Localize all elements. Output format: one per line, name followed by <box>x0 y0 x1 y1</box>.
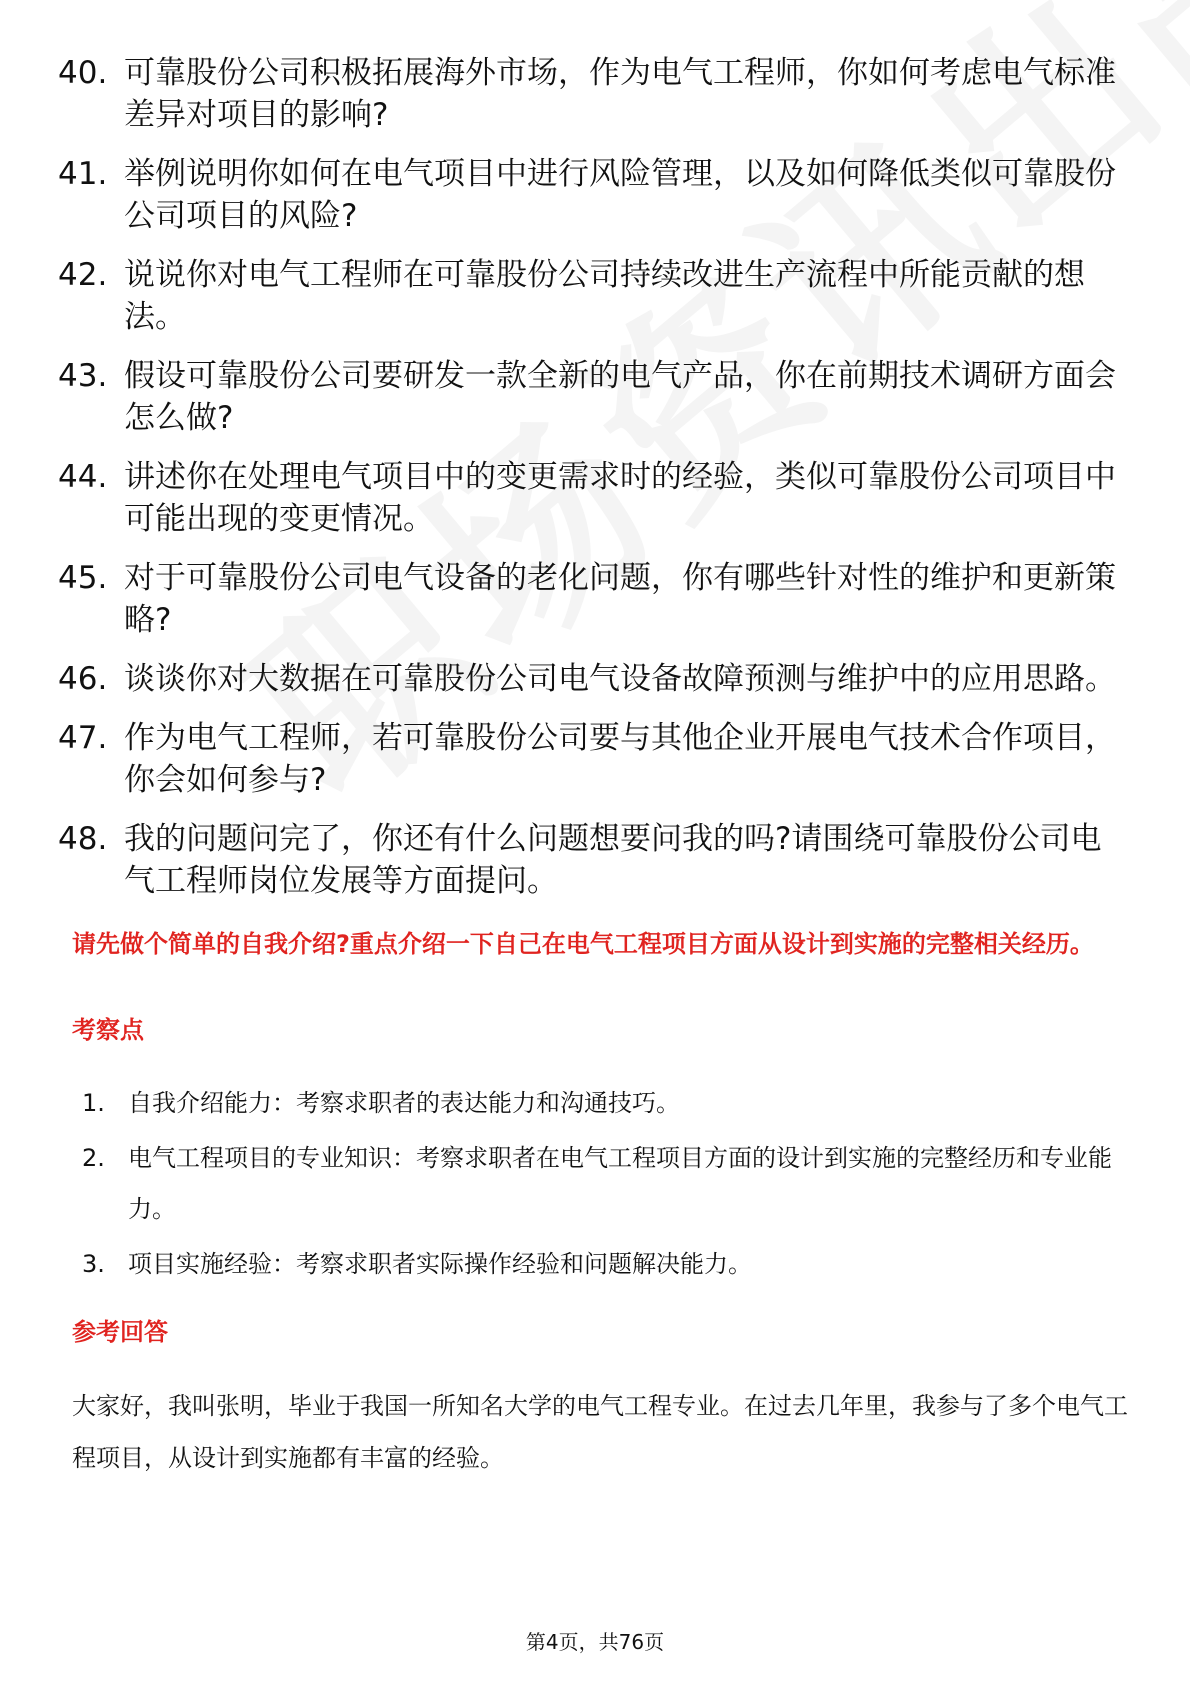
question-number: 44. <box>58 459 108 495</box>
point-text: 自我介绍能力：考察求职者的表达能力和沟通技巧。 <box>128 1089 680 1117</box>
point-number: 3. <box>82 1250 105 1278</box>
question-number: 48. <box>58 821 108 857</box>
question-item <box>58 254 1118 338</box>
question-number: 40. <box>58 55 108 91</box>
question-item <box>58 818 1118 902</box>
question-text: 说说你对电气工程师在可靠股份公司持续改进生产流程中所能贡献的想法。 <box>124 257 1085 335</box>
point-number: 2. <box>82 1144 105 1172</box>
question-number: 46. <box>58 661 108 697</box>
question-item <box>58 456 1118 540</box>
question-item <box>58 557 1118 641</box>
question-text: 假设可靠股份公司要研发一款全新的电气产品，你在前期技术调研方面会怎么做? <box>124 358 1116 436</box>
question-number: 42. <box>58 257 108 293</box>
highlight-question: 请先做个简单的自我介绍?重点介绍一下自己在电气工程项目方面从设计到实施的完整相关经历。 <box>72 930 1094 958</box>
question-item <box>58 355 1118 439</box>
question-text: 可靠股份公司积极拓展海外市场，作为电气工程师，你如何考虑电气标准差异对项目的影响? <box>124 55 1116 133</box>
question-number: 47. <box>58 720 108 756</box>
point-number: 1. <box>82 1089 105 1117</box>
point-text: 电气工程项目的专业知识：考察求职者在电气工程项目方面的设计到实施的完整经历和专业能力。 <box>128 1144 1112 1223</box>
question-text: 我的问题问完了，你还有什么问题想要问我的吗?请围绕可靠股份公司电气工程师岗位发展等方面提问。 <box>124 821 1102 899</box>
question-text: 举例说明你如何在电气项目中进行风险管理，以及如何降低类似可靠股份公司项目的风险? <box>124 156 1116 234</box>
reference-answer: 大家好，我叫张明，毕业于我国一所知名大学的电气工程专业。在过去几年里，我参与了多个电气工程项目，从设计到实施都有丰富的经验。 <box>72 1392 1128 1472</box>
page-footer: 第4页，共76页 <box>525 1630 665 1654</box>
question-text: 对于可靠股份公司电气设备的老化问题，你有哪些针对性的维护和更新策略? <box>124 560 1116 638</box>
question-list <box>58 52 1118 919</box>
assessment-title: 考察点 <box>72 1016 144 1044</box>
question-number: 45. <box>58 560 108 596</box>
question-text: 作为电气工程师，若可靠股份公司要与其他企业开展电气技术合作项目，你会如何参与? <box>124 720 1116 798</box>
reference-title: 参考回答 <box>72 1318 168 1346</box>
question-number: 41. <box>58 156 108 192</box>
assessment-point <box>72 1239 1132 1290</box>
question-text: 谈谈你对大数据在可靠股份公司电气设备故障预测与维护中的应用思路。 <box>124 661 1116 697</box>
question-text: 讲述你在处理电气项目中的变更需求时的经验，类似可靠股份公司项目中可能出现的变更情况。 <box>124 459 1116 537</box>
question-item <box>58 153 1118 237</box>
question-number: 43. <box>58 358 108 394</box>
point-text: 项目实施经验：考察求职者实际操作经验和问题解决能力。 <box>128 1250 752 1278</box>
question-item <box>58 52 1118 136</box>
question-item <box>58 658 1118 700</box>
assessment-points <box>72 1078 1132 1294</box>
assessment-point <box>72 1078 1132 1129</box>
question-item <box>58 717 1118 801</box>
assessment-point <box>72 1133 1132 1235</box>
